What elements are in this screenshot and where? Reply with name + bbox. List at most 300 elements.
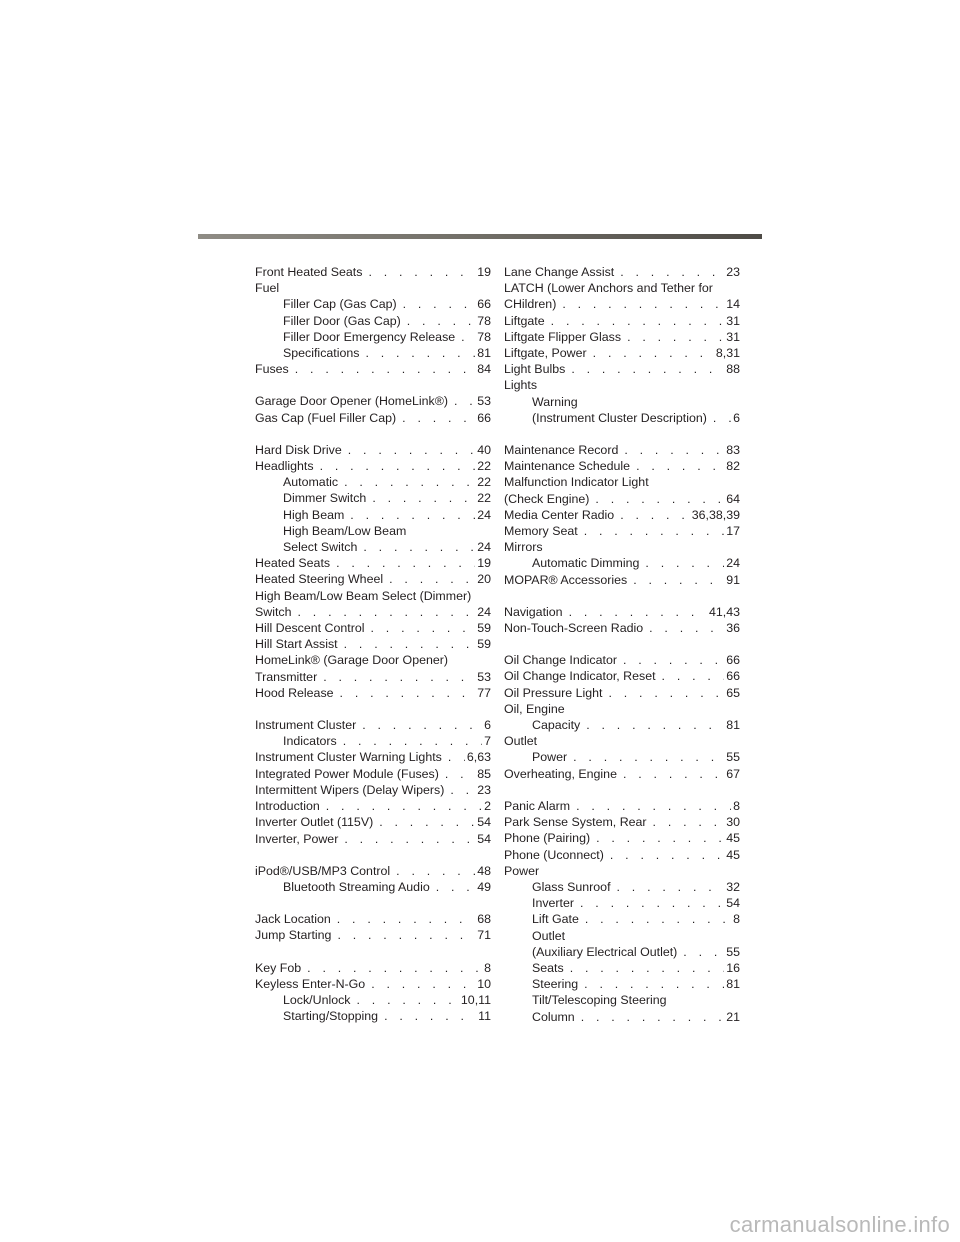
index-entry[interactable]	[255, 361, 491, 377]
dot-leader	[403, 296, 476, 312]
entry-text: HomeLink® (Garage Door Opener)	[255, 653, 449, 668]
dot-leader	[624, 442, 724, 458]
dot-leader	[713, 410, 731, 426]
page-number: 6,63	[466, 750, 491, 765]
dot-leader	[295, 361, 475, 377]
page-number: 23	[477, 782, 491, 797]
entry-text: Column	[532, 1009, 575, 1024]
dot-leader	[436, 879, 475, 895]
page-number: 8	[733, 912, 740, 927]
dot-leader	[396, 863, 475, 879]
entry-text: Heated Seats	[255, 556, 331, 571]
entry-text: Maintenance Record	[504, 443, 619, 458]
page-number: 81	[726, 977, 740, 992]
index-subentry[interactable]	[504, 717, 740, 733]
page-number: 81	[477, 346, 491, 361]
entry-text: Filler Door Emergency Release	[283, 329, 456, 344]
page-number: 22	[477, 459, 491, 474]
entry-text: Intermittent Wipers (Delay Wipers)	[255, 782, 445, 797]
entry-text: Mirrors	[504, 540, 543, 555]
index-entry[interactable]	[255, 960, 491, 976]
dot-leader	[620, 264, 724, 280]
page-number: 65	[726, 685, 740, 700]
entry-text: Outlet	[504, 734, 538, 749]
dot-leader	[450, 782, 475, 798]
entry-text: Liftgate	[504, 313, 545, 328]
dot-leader	[461, 329, 475, 345]
dot-leader	[357, 992, 459, 1008]
entry-text: Indicators	[283, 734, 337, 749]
page-number: 16	[726, 960, 740, 975]
dot-leader	[326, 798, 482, 814]
index-subentry[interactable]	[255, 992, 491, 1008]
index-entry[interactable]	[255, 669, 491, 685]
entry-text: Specifications	[283, 346, 360, 361]
index-subentry[interactable]	[504, 992, 740, 1008]
dot-leader	[617, 879, 725, 895]
index-entry[interactable]	[504, 766, 740, 782]
page-number: 67	[726, 766, 740, 781]
dot-leader	[350, 507, 475, 523]
entry-text: Hard Disk Drive	[255, 442, 342, 457]
entry-text: Liftgate Flipper Glass	[504, 329, 622, 344]
index-entry[interactable]	[504, 539, 740, 555]
index-entry[interactable]	[255, 911, 491, 927]
dot-leader	[593, 345, 714, 361]
page-number: 82	[726, 459, 740, 474]
page-number: 77	[477, 685, 491, 700]
index-entry[interactable]	[255, 798, 491, 814]
page-number: 22	[477, 475, 491, 490]
page-number: 78	[477, 313, 491, 328]
entry-text: Hood Release	[255, 685, 334, 700]
entry-text: Maintenance Schedule	[504, 459, 631, 474]
dot-leader	[608, 685, 724, 701]
entry-text: Memory Seat	[504, 524, 578, 539]
entry-text: Dimmer Switch	[283, 491, 367, 506]
index-entry[interactable]	[255, 927, 491, 943]
index-entry[interactable]	[504, 863, 740, 879]
index-entry[interactable]	[255, 442, 491, 458]
dot-leader	[586, 717, 724, 733]
entry-text: Phone (Pairing)	[504, 831, 591, 846]
page-number: 22	[477, 491, 491, 506]
page-number: 40	[477, 442, 491, 457]
entry-text: Lights	[504, 378, 538, 393]
index-entry[interactable]	[504, 701, 740, 717]
dot-leader	[596, 830, 724, 846]
index-entry[interactable]	[255, 976, 491, 992]
page-number: 31	[726, 329, 740, 344]
index-entry[interactable]	[504, 345, 740, 361]
entry-text: Key Fob	[255, 960, 302, 975]
watermark: carmanualsonline.info	[729, 1212, 950, 1237]
index-entry[interactable]	[504, 507, 740, 523]
entry-text: Steering	[532, 977, 579, 992]
dot-leader	[344, 474, 475, 490]
dot-leader	[569, 604, 707, 620]
index-entry[interactable]	[504, 685, 740, 701]
index-entry[interactable]	[255, 636, 491, 652]
entry-text: Panic Alarm	[504, 798, 571, 813]
dot-leader	[581, 1009, 725, 1025]
index-subentry[interactable]	[504, 879, 740, 895]
entry-text: Oil Pressure Light	[504, 685, 603, 700]
index-subentry[interactable]	[504, 960, 740, 976]
index-entry[interactable]	[504, 523, 740, 539]
index-entry[interactable]	[255, 749, 491, 765]
page-number: 24	[477, 507, 491, 522]
entry-text: Fuel	[255, 281, 280, 296]
page-number: 66	[477, 297, 491, 312]
page-number: 55	[726, 750, 740, 765]
entry-text: High Beam	[283, 507, 345, 522]
index-entry[interactable]	[255, 571, 491, 587]
index-subentry[interactable]	[255, 296, 491, 312]
index-entry[interactable]	[255, 393, 491, 409]
dot-leader	[454, 393, 475, 409]
index-entry[interactable]	[504, 814, 740, 830]
dot-leader	[340, 685, 476, 701]
entry-text: Seats	[532, 960, 564, 975]
entry-text: Liftgate, Power	[504, 346, 587, 361]
page-number: 6	[733, 410, 740, 425]
index-subentry[interactable]	[504, 976, 740, 992]
dot-leader	[571, 361, 724, 377]
index-entry[interactable]	[255, 264, 491, 280]
index-subentry[interactable]	[255, 474, 491, 490]
page-number: 17	[726, 524, 740, 539]
entry-text: Heated Steering Wheel	[255, 572, 384, 587]
entry-text: Instrument Cluster	[255, 718, 357, 733]
entry-text: Power	[504, 863, 540, 878]
index-subentry[interactable]	[255, 1008, 491, 1024]
section-gap	[255, 377, 491, 393]
index-entry[interactable]	[504, 652, 740, 668]
index-entry[interactable]	[504, 264, 740, 280]
index-subentry[interactable]	[255, 523, 491, 539]
index-entry[interactable]	[255, 782, 491, 798]
dot-leader	[585, 911, 731, 927]
page-number: 48	[477, 863, 491, 878]
index-entry[interactable]	[504, 733, 740, 749]
page-number: 36,38,39	[691, 507, 740, 522]
index-entry[interactable]	[504, 474, 740, 490]
section-gap	[504, 588, 740, 604]
page-number: 68	[477, 912, 491, 927]
entry-text: Hill Start Assist	[255, 637, 338, 652]
dot-leader	[551, 313, 725, 329]
page-number: 21	[726, 1009, 740, 1024]
entry-text: Non-Touch-Screen Radio	[504, 621, 644, 636]
page-number: 49	[477, 879, 491, 894]
dot-leader	[570, 960, 725, 976]
page-number: 8	[484, 960, 491, 975]
entry-text: Front Heated Seats	[255, 265, 363, 279]
dot-leader	[584, 523, 725, 539]
entry-text: Navigation	[504, 604, 563, 619]
page-number: 2	[484, 799, 491, 814]
page-number: 66	[477, 410, 491, 425]
entry-text: High Beam/Low Beam Select (Dimmer)	[255, 588, 472, 603]
dot-leader	[363, 539, 475, 555]
index-subentry[interactable]	[504, 895, 740, 911]
dot-leader	[595, 491, 724, 507]
page-number: 10	[477, 976, 491, 991]
index-subentry[interactable]	[255, 879, 491, 895]
entry-text: Fuses	[255, 362, 289, 377]
index-entry[interactable]	[255, 766, 491, 782]
entry-text: Filler Door (Gas Cap)	[283, 313, 401, 328]
index-entry[interactable]	[504, 280, 740, 296]
entry-text: Lift Gate	[532, 912, 579, 927]
entry-text: Keyless Enter-N-Go	[255, 976, 366, 991]
dot-leader	[623, 766, 724, 782]
page-number: 78	[477, 329, 491, 344]
index-subentry[interactable]	[255, 733, 491, 749]
dot-leader	[580, 895, 724, 911]
dot-leader	[362, 717, 482, 733]
page-number: 64	[726, 491, 740, 506]
index-column-left	[255, 264, 491, 1024]
page-number: 20	[477, 572, 491, 587]
dot-leader	[683, 944, 724, 960]
index-entry[interactable]	[504, 313, 740, 329]
dot-leader	[344, 636, 476, 652]
entry-text: Jack Location	[255, 912, 331, 927]
index-subentry[interactable]	[504, 410, 740, 426]
page-number: 81	[726, 718, 740, 733]
index-entry[interactable]	[504, 361, 740, 377]
entry-text: Gas Cap (Fuel Filler Cap)	[255, 410, 397, 425]
page-number: 8,31	[715, 346, 740, 361]
index-entry[interactable]	[504, 458, 740, 474]
index-entry[interactable]	[255, 814, 491, 830]
dot-leader	[645, 555, 724, 571]
page-number: 59	[477, 637, 491, 652]
page-number: 31	[726, 313, 740, 328]
dot-leader	[576, 798, 731, 814]
page-number: 19	[477, 556, 491, 571]
index-entry[interactable]	[255, 863, 491, 879]
entry-text: Headlights	[255, 459, 314, 474]
dot-leader	[379, 814, 475, 830]
dot-leader	[633, 572, 724, 588]
entry-text: Hill Descent Control	[255, 621, 365, 636]
index-entry[interactable]	[504, 668, 740, 684]
entry-text: Lock/Unlock	[283, 992, 351, 1007]
entry-text: Light Bulbs	[504, 362, 566, 377]
dot-leader	[365, 345, 475, 361]
page-number: 88	[726, 362, 740, 377]
entry-text: (Instrument Cluster Description)	[532, 410, 707, 425]
index-entry[interactable]	[255, 620, 491, 636]
header-rule	[198, 234, 762, 239]
index-entry[interactable]	[255, 717, 491, 733]
entry-text: Power	[532, 750, 568, 765]
entry-text: Select Switch	[283, 540, 358, 555]
page-number: 53	[477, 669, 491, 684]
index-subentry[interactable]	[504, 555, 740, 571]
section-gap	[504, 426, 740, 442]
index-entry[interactable]	[255, 458, 491, 474]
page-number: 71	[477, 928, 491, 943]
index-subentry[interactable]	[504, 911, 740, 927]
page-number: 36	[726, 621, 740, 636]
page-number: 23	[726, 265, 740, 279]
index-subentry[interactable]	[504, 394, 740, 410]
dot-leader	[636, 458, 724, 474]
dot-leader	[348, 442, 475, 458]
entry-text: Transmitter	[255, 669, 318, 684]
dot-leader	[336, 555, 475, 571]
page-number: 53	[477, 394, 491, 409]
index-entry[interactable]	[255, 555, 491, 571]
entry-text: Outlet	[532, 928, 566, 943]
index-entry[interactable]	[504, 491, 740, 507]
index-entry[interactable]	[255, 280, 491, 296]
entry-text: (Auxiliary Electrical Outlet)	[532, 944, 678, 959]
entry-text: Overheating, Engine	[504, 766, 617, 781]
index-entry[interactable]	[504, 377, 740, 393]
section-gap	[255, 895, 491, 911]
dot-leader	[623, 652, 724, 668]
page-number: 41,43	[708, 604, 740, 619]
page-number: 14	[726, 297, 740, 312]
index-entry[interactable]	[255, 588, 491, 604]
dot-leader	[323, 669, 475, 685]
page-number: 59	[477, 621, 491, 636]
section-gap	[255, 426, 491, 442]
page-number: 7	[484, 734, 491, 749]
index-entry[interactable]	[255, 604, 491, 620]
page-number: 32	[726, 879, 740, 894]
dot-leader	[372, 490, 475, 506]
dot-leader	[371, 976, 475, 992]
page-number: 55	[726, 944, 740, 959]
section-gap	[255, 847, 491, 863]
dot-leader	[627, 329, 724, 345]
dot-leader	[343, 733, 482, 749]
page-number: 83	[726, 443, 740, 458]
dot-leader	[320, 458, 476, 474]
index-subentry[interactable]	[504, 928, 740, 944]
index-subentry[interactable]	[255, 329, 491, 345]
index-entry[interactable]	[255, 831, 491, 847]
dot-leader	[662, 668, 725, 684]
index-subentry[interactable]	[504, 1009, 740, 1025]
index-subentry[interactable]	[255, 490, 491, 506]
dot-leader	[389, 571, 475, 587]
entry-text: Inverter	[532, 896, 575, 911]
page-number: 84	[477, 362, 491, 377]
page-number: 8	[733, 798, 740, 813]
dot-leader	[337, 911, 475, 927]
entry-text: (Check Engine)	[504, 491, 590, 506]
entry-text: Media Center Radio	[504, 507, 615, 522]
entry-text: Park Sense System, Rear	[504, 815, 647, 830]
index-entry[interactable]	[504, 442, 740, 458]
page-number: 45	[726, 847, 740, 862]
page-number: 6	[484, 718, 491, 733]
index-subentry[interactable]	[255, 539, 491, 555]
page-number: 24	[726, 556, 740, 571]
index-entry[interactable]	[504, 830, 740, 846]
index-entry[interactable]	[504, 329, 740, 345]
index-entry[interactable]	[504, 604, 740, 620]
index-entry[interactable]	[504, 572, 740, 588]
page-number: 85	[477, 766, 491, 781]
page-number: 66	[726, 669, 740, 684]
page-number: 54	[477, 815, 491, 830]
entry-text: LATCH (Lower Anchors and Tether for	[504, 281, 713, 296]
entry-text: Filler Cap (Gas Cap)	[283, 297, 397, 312]
index-subentry[interactable]	[504, 749, 740, 765]
entry-text: Garage Door Opener (HomeLink®)	[255, 394, 449, 409]
dot-leader	[584, 976, 724, 992]
index-entry[interactable]	[504, 620, 740, 636]
index-subentry[interactable]	[255, 345, 491, 361]
index-entry[interactable]	[255, 685, 491, 701]
dot-leader	[307, 960, 482, 976]
entry-text: Tilt/Telescoping Steering	[532, 993, 667, 1008]
dot-leader	[620, 507, 690, 523]
entry-text: Oil Change Indicator, Reset	[504, 669, 656, 684]
entry-text: Instrument Cluster Warning Lights	[255, 750, 442, 765]
index-subentry[interactable]	[255, 313, 491, 329]
page-number: 54	[477, 831, 491, 846]
entry-text: iPod®/USB/MP3 Control	[255, 863, 391, 878]
entry-text: High Beam/Low Beam	[283, 523, 407, 538]
section-gap	[255, 701, 491, 717]
index-subentry[interactable]	[504, 944, 740, 960]
entry-text: Glass Sunroof	[532, 879, 611, 894]
dot-leader	[298, 604, 476, 620]
entry-text: Automatic	[283, 475, 339, 490]
dot-leader	[402, 410, 475, 426]
dot-leader	[368, 264, 475, 280]
index-subentry[interactable]	[255, 507, 491, 523]
index-entry[interactable]	[255, 410, 491, 426]
entry-text: Inverter, Power	[255, 831, 339, 846]
entry-text: MOPAR® Accessories	[504, 572, 628, 587]
entry-text: Switch	[255, 604, 292, 619]
entry-text: Phone (Uconnect)	[504, 847, 604, 862]
page-number: 30	[726, 815, 740, 830]
page-number: 24	[477, 540, 491, 555]
entry-text: Automatic Dimming	[532, 556, 640, 571]
entry-text: Inverter Outlet (115V)	[255, 815, 374, 830]
dot-leader	[573, 749, 724, 765]
page-number: 19	[477, 265, 491, 279]
dot-leader	[384, 1008, 476, 1024]
index-entry[interactable]	[504, 296, 740, 312]
page-number: 10,11	[460, 992, 491, 1007]
section-gap	[255, 944, 491, 960]
section-gap	[504, 636, 740, 652]
page-number: 45	[726, 831, 740, 846]
index-entry[interactable]	[255, 652, 491, 668]
dot-leader	[448, 749, 465, 765]
entry-text: Jump Starting	[255, 928, 332, 943]
page-number: 66	[726, 653, 740, 668]
entry-text: Integrated Power Module (Fuses)	[255, 766, 439, 781]
index-entry[interactable]	[504, 847, 740, 863]
dot-leader	[344, 831, 475, 847]
index-entry[interactable]	[504, 798, 740, 814]
page-number: 91	[726, 572, 740, 587]
section-gap	[504, 782, 740, 798]
